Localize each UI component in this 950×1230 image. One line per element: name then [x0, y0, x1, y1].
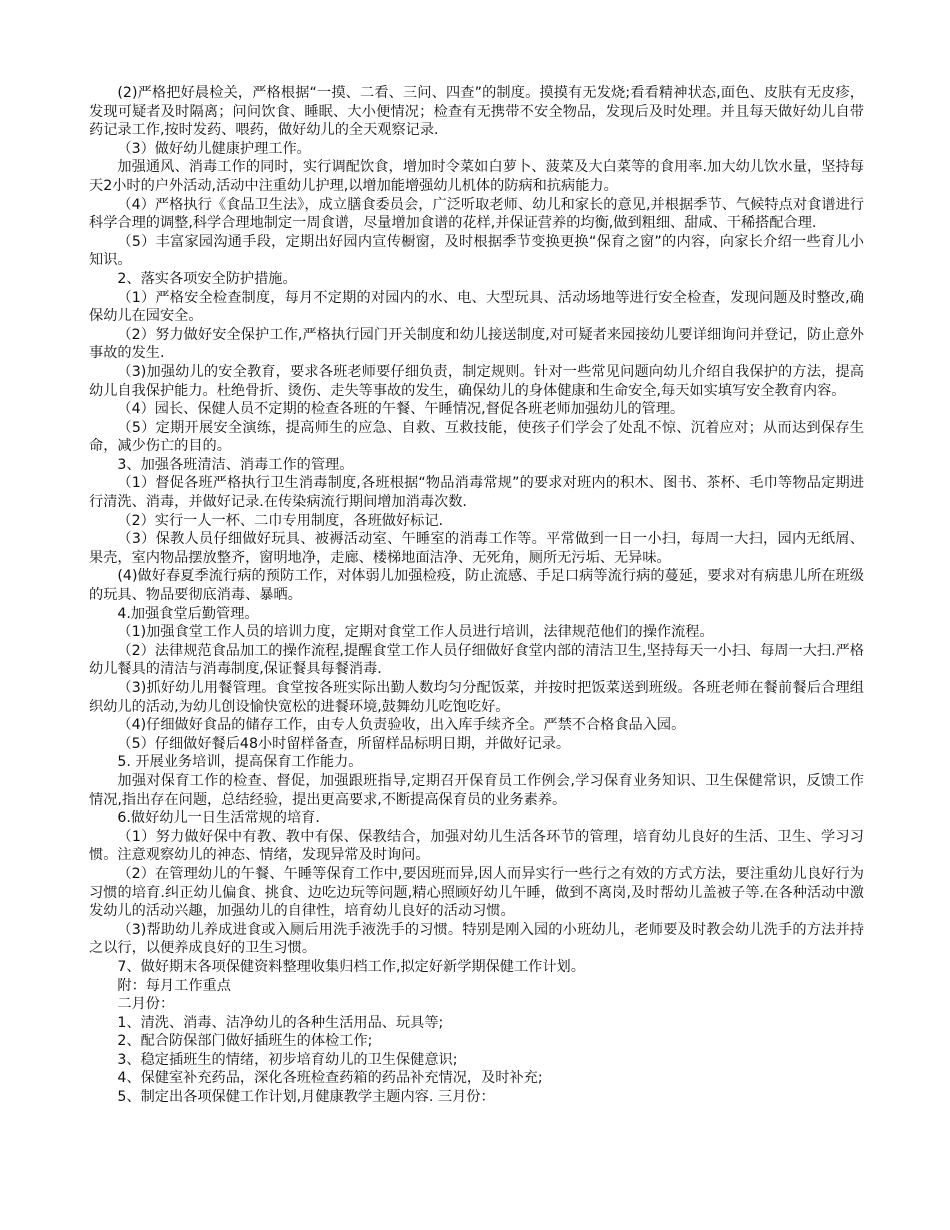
section-heading-daily-routine: 6.做好幼儿一日生活常规的培育.	[117, 810, 320, 827]
paragraph-food-processing: （2）法律规范食品加工的操作流程,提醒食堂工作人员仔细做好食堂内部的清洁卫生,坚持每天一小扫、每周一大扫.严格幼儿餐具的清洁与消毒制度,保证餐具每餐消毒.	[89, 642, 864, 678]
paragraph-handwashing: （3)帮助幼儿养成进食或入厕后用洗手液洗手的习惯。特别是刚入园的小班幼儿，老师要及时教会幼儿洗手的方法并持之以行，以便养成良好的卫生习惯。	[89, 921, 864, 957]
list-item: 1、清洗、消毒、洁净幼儿的各种生活用品、玩具等;	[117, 1014, 444, 1031]
paragraph-food-hygiene-law: （4）严格执行《食品卫生法》，成立膳食委员会，广泛听取老师、幼儿和家长的意见,并根据季节、气候特点对食谱进行科学合理的调整,科学合理地制定一周食谱，尽量增加食谱的花样,并保证营养的均衡,做到粗细、甜咸、干稀搭配合理.	[89, 196, 864, 232]
paragraph-ventilation-diet: 加强通风、消毒工作的同时，实行调配饮食，增加时令菜如白萝卜、菠菜及大白菜等的食用率.加大幼儿饮水量，坚持每天2小时的户外活动,活动中注重幼儿护理,以增加能增强幼儿机体的防病和抗病能力。	[89, 159, 864, 194]
paragraph-sample-retention: （5）仔细做好餐后48小时留样备查，所留样品标明日期，并做好记录。	[117, 735, 571, 752]
document-body	[89, 84, 864, 1107]
paragraph-director-checks: （4）园长、保健人员不定期的检查各班的午餐、午睡情况,督促各班老师加强幼儿的管理。	[117, 401, 685, 418]
list-item: 5、制定出各项保健工作计划,月健康教学主题内容. 三月份：	[117, 1089, 495, 1106]
paragraph-training-details: 加强对保育工作的检查、督促，加强跟班指导,定期召开保育员工作例会,学习保育业务知识、卫生保健常识，反馈工作情况,指出存在问题，总结经验，提出更高要求,不断提高保育员的业务素养。	[89, 772, 864, 808]
paragraph-home-communication: （5）丰富家园沟通手段，定期出好园内宣传橱窗，及时根据季节变换更换“保育之窗”的内容，向家长介绍一些育儿小知识。	[89, 233, 864, 269]
paragraph-meal-management: （3)抓好幼儿用餐管理。食堂按各班实际出勤人数均匀分配饭菜，并按时把饭菜送到班级。各班老师在餐前餐后合理组织幼儿的活动,为幼儿创设愉快宽松的进餐环境,鼓舞幼儿吃饱吃好。	[89, 680, 864, 715]
paragraph-archive-records: 7、做好期末各项保健资料整理收集归档工作,拟定好新学期保健工作计划。	[117, 958, 585, 975]
list-item: 4、保健室补充药品，深化各班检查药箱的药品补充情况，及时补充;	[117, 1070, 543, 1087]
month-heading-february: 二月份：	[117, 996, 175, 1013]
section-heading-training: 5. 开展业务培训，提高保育工作能力。	[117, 754, 363, 771]
paragraph-safety-education: （3)加强幼儿的安全教育，要求各班老师要仔细负责，制定规则。针对一些常见问题向幼儿介绍自我保护的方法，提高幼儿自我保护能力。杜绝骨折、烫伤、走失等事故的发生，确保幼儿的身体健康和生命安全,每天如实填写安全教育内容。	[89, 363, 864, 399]
paragraph-one-cup-policy: （2）实行一人一杯、二巾专用制度，各班做好标记.	[117, 512, 444, 529]
paragraph-safety-protection: （2）努力做好安全保护工作,严格执行园门开关制度和幼儿接送制度,对可疑者来园接幼儿要详细询问并登记，防止意外事故的发生.	[89, 326, 864, 362]
paragraph-lunch-nap-management: （2）在管理幼儿的午餐、午睡等保育工作中,要因班而异,因人而异实行一些行之有效的方式方法，要注重幼儿良好行为习惯的培育.纠正幼儿偏食、挑食、边吃边玩等问题,精心照顾好幼儿午睡，做到不离岗,及时帮幼儿盖被子等.在各种活动中激发幼儿的活动兴趣，加强幼儿的自律性，培育幼儿良好的活动习惯。	[89, 865, 864, 920]
paragraph-health-care-heading: （3）做好幼儿健康护理工作。	[117, 140, 311, 157]
paragraph-cleaning-routine: （3）保教人员仔细做好玩具、被褥活动室、午睡室的消毒工作等。平常做到一日一小扫，每周一大扫，园内无纸屑、果壳，室内物品摆放整齐，窗明地净，走廊、楼梯地面洁净、无死角，厕所无污垢、无异味。	[89, 531, 864, 566]
appendix-heading: 附：每月工作重点	[117, 977, 231, 994]
paragraph-disinfection-rules: （1）督促各班严格执行卫生消毒制度,各班根据“物品消毒常规”的要求对班内的积木、图书、茶杯、毛巾等物品定期进行清洗、消毒，并做好记录.在传染病流行期间增加消毒次数.	[89, 475, 864, 511]
paragraph-care-and-education: （1）努力做好保中有教、教中有保、保教结合，加强对幼儿生活各环节的管理，培育幼儿良好的生活、卫生、学习习惯。注意观察幼儿的神态、情绪，发现异常及时询问。	[89, 828, 864, 864]
paragraph-safety-inspection: （1）严格安全检查制度，每月不定期的对园内的水、电、大型玩具、活动场地等进行安全检查，发现问题及时整改,确保幼儿在园安全。	[89, 289, 864, 325]
paragraph-food-storage: （4)仔细做好食品的储存工作，由专人负责验收，出入库手续齐全。严禁不合格食品入园。	[117, 717, 686, 734]
list-item: 2、配合防保部门做好插班生的体检工作;	[117, 1033, 373, 1050]
paragraph-canteen-training: （1)加强食堂工作人员的培训力度，定期对食堂工作人员进行培训，法律规范他们的操作流程。	[117, 624, 714, 641]
paragraph-epidemic-prevention: (4)做好春夏季流行病的预防工作，对体弱儿加强检疫，防止流感、手足口病等流行病的蔓延，要求对有病患儿所在班级的玩具、物品要彻底消毒、暴晒。	[89, 568, 864, 604]
section-heading-cleaning: 3、加强各班清洁、消毒工作的管理。	[117, 456, 354, 473]
section-heading-canteen: 4.加强食堂后勤管理。	[117, 605, 259, 622]
paragraph-safety-drills: （5）定期开展安全演练，提高师生的应急、自救、互救技能，使孩子们学会了处乱不惊、沉着应对；从而达到保存生命，减少伤亡的目的。	[89, 419, 864, 455]
section-heading-safety: 2、落实各项安全防护措施。	[117, 270, 297, 287]
list-item: 3、稳定插班生的情绪，初步培育幼儿的卫生保健意识;	[117, 1051, 458, 1068]
paragraph-morning-check: (2)严格把好晨检关，严格根据“一摸、二看、三问、四查”的制度。摸摸有无发烧;看看精神状态,面色、皮肤有无皮疹， 发现可疑者及时隔离；问问饮食、睡眠、大小便情况；检查有无携带不安全物品，发现后及时处理。并且每天做好幼儿自带药记录工作,按时发药、喂药，做好幼儿的全天观察记录.	[89, 85, 864, 139]
